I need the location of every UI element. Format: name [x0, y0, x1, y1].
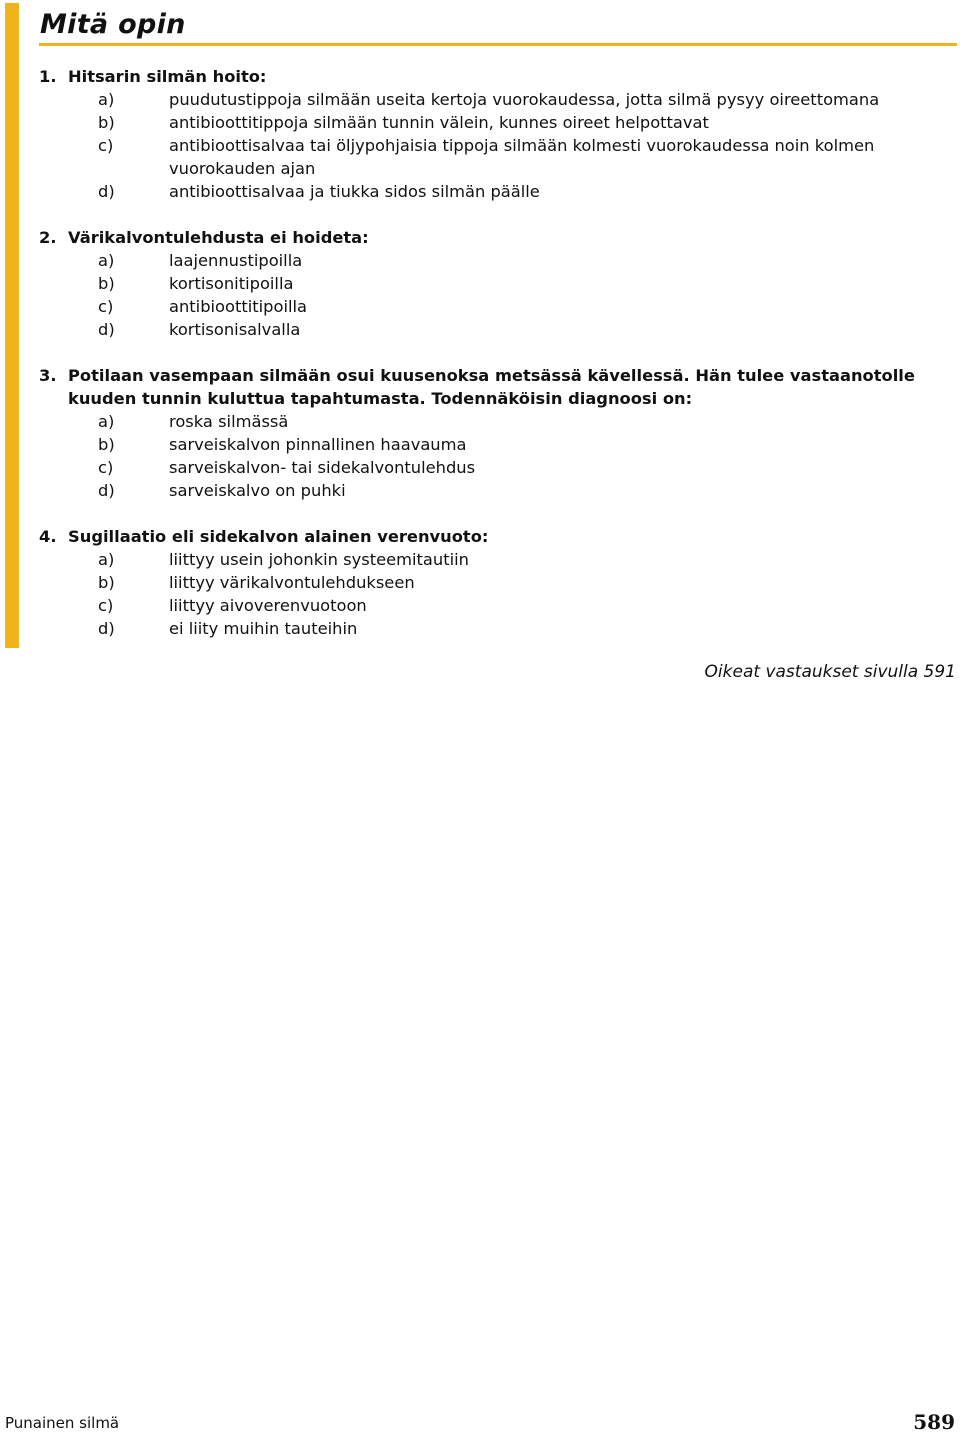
accent-side-bar: [5, 3, 19, 648]
answer-option-d: [39, 479, 954, 502]
answer-option-a: [39, 548, 954, 571]
option-letter: b): [98, 274, 115, 293]
option-text: antibioottisalvaa ja tiukka sidos silmän päälle: [169, 182, 540, 201]
option-text: sarveiskalvo on puhki: [169, 481, 346, 500]
question-text: Hitsarin silmän hoito:: [68, 67, 267, 86]
option-letter: b): [98, 435, 115, 454]
option-letter: d): [98, 182, 115, 201]
question-header: [39, 65, 954, 88]
option-text: liittyy värikalvontulehdukseen: [169, 573, 415, 592]
page-title: Mitä opin: [40, 9, 186, 40]
answer-option-c: [39, 456, 954, 479]
option-letter: c): [98, 297, 114, 316]
option-letter: c): [98, 596, 114, 615]
answer-option-d: [39, 617, 954, 640]
option-letter: b): [98, 113, 115, 132]
question-number: 4.: [39, 527, 57, 546]
option-letter: a): [98, 90, 115, 109]
answer-option-c: [39, 594, 954, 617]
option-text: laajennustipoilla: [169, 251, 303, 270]
option-text: antibioottisalvaa tai öljypohjaisia tippoja silmään kolmesti vuorokaudessa noin kolmen vuorokauden ajan: [169, 136, 875, 178]
page-number: 589: [913, 1410, 955, 1434]
question-3: [39, 364, 954, 502]
option-text: ei liity muihin tauteihin: [169, 619, 358, 638]
option-text: liittyy usein johonkin systeemitautiin: [169, 550, 469, 569]
answer-option-b: [39, 111, 954, 134]
question-number: 1.: [39, 67, 57, 86]
answer-option-c: [39, 295, 954, 318]
question-number: 3.: [39, 366, 57, 385]
question-number: 2.: [39, 228, 57, 247]
answer-option-d: [39, 318, 954, 341]
option-text: sarveiskalvon- tai sidekalvontulehdus: [169, 458, 476, 477]
question-header: [39, 525, 954, 548]
option-text: antibioottitipoilla: [169, 297, 308, 316]
answer-option-a: [39, 410, 954, 433]
option-letter: d): [98, 619, 115, 638]
answer-option-b: [39, 433, 954, 456]
option-letter: a): [98, 550, 115, 569]
question-header: [39, 226, 954, 249]
option-text: kortisonitipoilla: [169, 274, 294, 293]
option-text: antibioottitippoja silmään tunnin välein, kunnes oireet helpottavat: [169, 113, 709, 132]
answer-option-c: [39, 134, 954, 180]
question-4: [39, 525, 954, 640]
answer-option-b: [39, 571, 954, 594]
question-text: Sugillaatio eli sidekalvon alainen verenvuoto:: [68, 527, 489, 546]
title-divider: [39, 43, 957, 46]
option-letter: c): [98, 136, 114, 155]
option-letter: b): [98, 573, 115, 592]
option-letter: d): [98, 320, 115, 339]
option-text: liittyy aivoverenvuotoon: [169, 596, 367, 615]
option-text: roska silmässä: [169, 412, 289, 431]
option-letter: c): [98, 458, 114, 477]
question-text: Värikalvontulehdusta ei hoideta:: [68, 228, 369, 247]
option-text: puudutustippoja silmään useita kertoja vuorokaudessa, jotta silmä pysyy oireettomana: [169, 90, 880, 109]
option-text: kortisonisalvalla: [169, 320, 301, 339]
answers-reference-note: Oikeat vastaukset sivulla 591: [704, 662, 956, 682]
question-text: Potilaan vasempaan silmään osui kuusenoksa metsässä kävellessä. Hän tulee vastaanotolle kuuden tunnin kuluttua tapahtumasta. Todennäköisin diagnoosi on:: [68, 366, 915, 408]
answer-option-a: [39, 88, 954, 111]
question-header: [39, 364, 954, 410]
option-letter: a): [98, 251, 115, 270]
footer-section-title: Punainen silmä: [5, 1414, 120, 1432]
answer-option-d: [39, 180, 954, 203]
option-text: sarveiskalvon pinnallinen haavauma: [169, 435, 467, 454]
option-letter: d): [98, 481, 115, 500]
answer-option-a: [39, 249, 954, 272]
question-1: [39, 65, 954, 203]
question-2: [39, 226, 954, 341]
answer-option-b: [39, 272, 954, 295]
option-letter: a): [98, 412, 115, 431]
quiz-list: [39, 65, 954, 663]
